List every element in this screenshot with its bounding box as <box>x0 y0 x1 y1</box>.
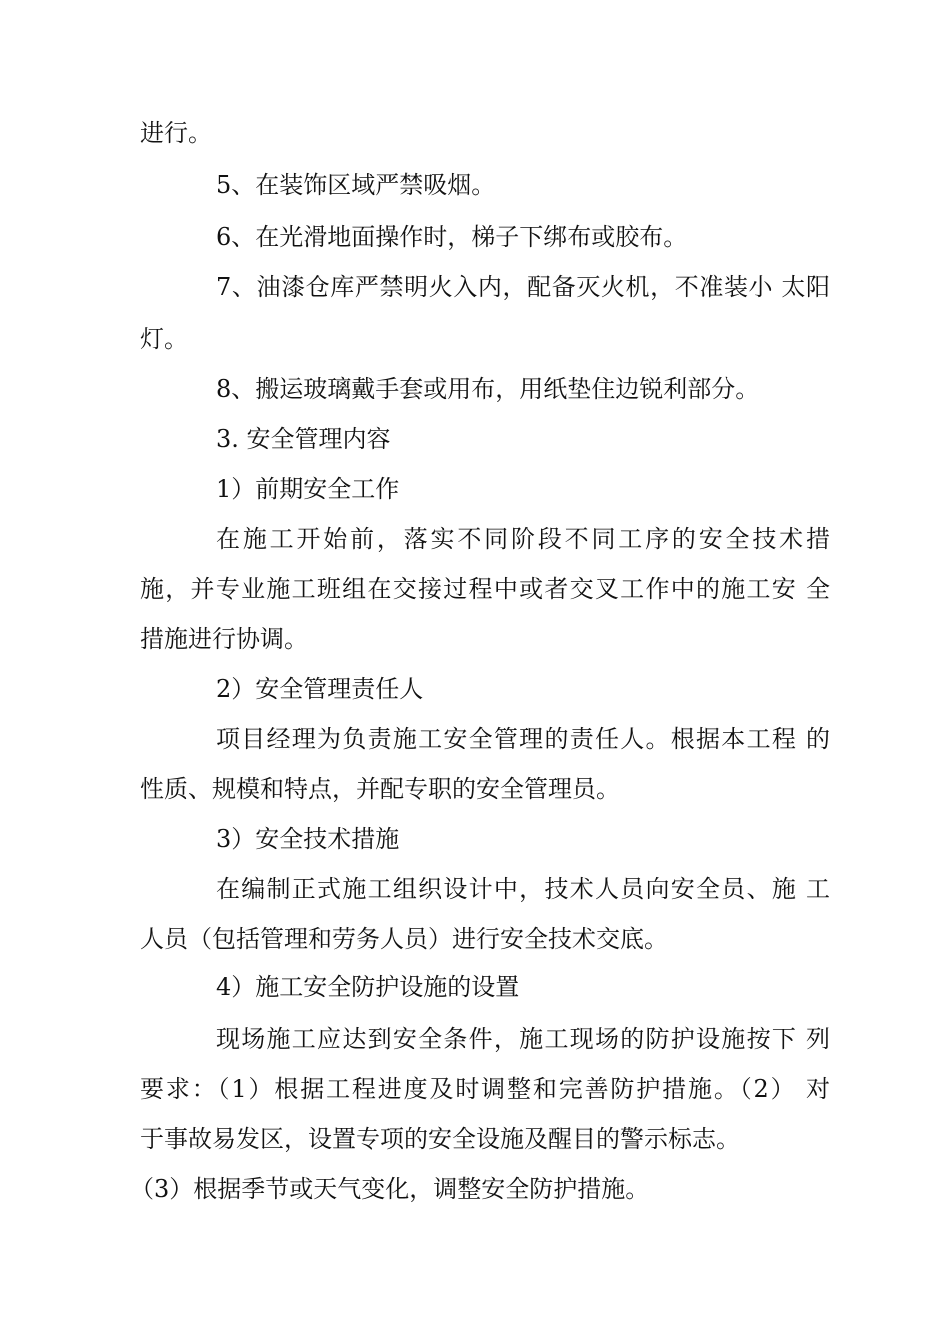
paragraph-continuation: 进行。 <box>140 119 212 147</box>
list-item-6: 6、在光滑地面操作时，梯子下绑布或胶布。 <box>216 223 688 251</box>
paragraph-line: 施，并专业施工班组在交接过程中或者交叉工作中的施工安 全 <box>140 575 830 603</box>
paragraph-line: 项目经理为负责施工安全管理的责任人。根据本工程 的 <box>216 725 830 753</box>
paragraph-line: 性质、规模和特点，并配专职的安全管理员。 <box>140 775 620 803</box>
paragraph-line: 于事故易发区，设置专项的安全设施及醒目的警示标志。 <box>140 1125 740 1153</box>
subsection-heading-3: 3）安全技术措施 <box>216 825 400 853</box>
list-item-5: 5、在装饰区域严禁吸烟。 <box>216 171 496 199</box>
list-item-8: 8、搬运玻璃戴手套或用布，用纸垫住边锐利部分。 <box>216 375 760 403</box>
paragraph-line: 在编制正式施工组织设计中，技术人员向安全员、施 工 <box>216 875 830 903</box>
list-item-7-continuation: 灯。 <box>140 325 188 353</box>
subsection-heading-1: 1）前期安全工作 <box>216 475 400 503</box>
paragraph-line: 人员（包括管理和劳务人员）进行安全技术交底。 <box>140 925 668 953</box>
paragraph-line: 现场施工应达到安全条件，施工现场的防护设施按下 列 <box>216 1025 830 1053</box>
section-heading: 3. 安全管理内容 <box>216 425 391 453</box>
subsection-heading-2: 2）安全管理责任人 <box>216 675 424 703</box>
paragraph-line: 措施进行协调。 <box>140 625 308 653</box>
paragraph-line: 要求：（1）根据工程进度及时调整和完善防护措施。（2） 对 <box>140 1075 830 1103</box>
subsection-heading-4: 4）施工安全防护设施的设置 <box>216 973 520 1001</box>
paragraph-line: （3）根据季节或天气变化，调整安全防护措施。 <box>130 1175 650 1203</box>
paragraph-line: 在施工开始前，落实不同阶段不同工序的安全技术措 <box>216 525 830 553</box>
list-item-7: 7、油漆仓库严禁明火入内，配备灭火机，不准装小 太阳 <box>216 273 830 301</box>
